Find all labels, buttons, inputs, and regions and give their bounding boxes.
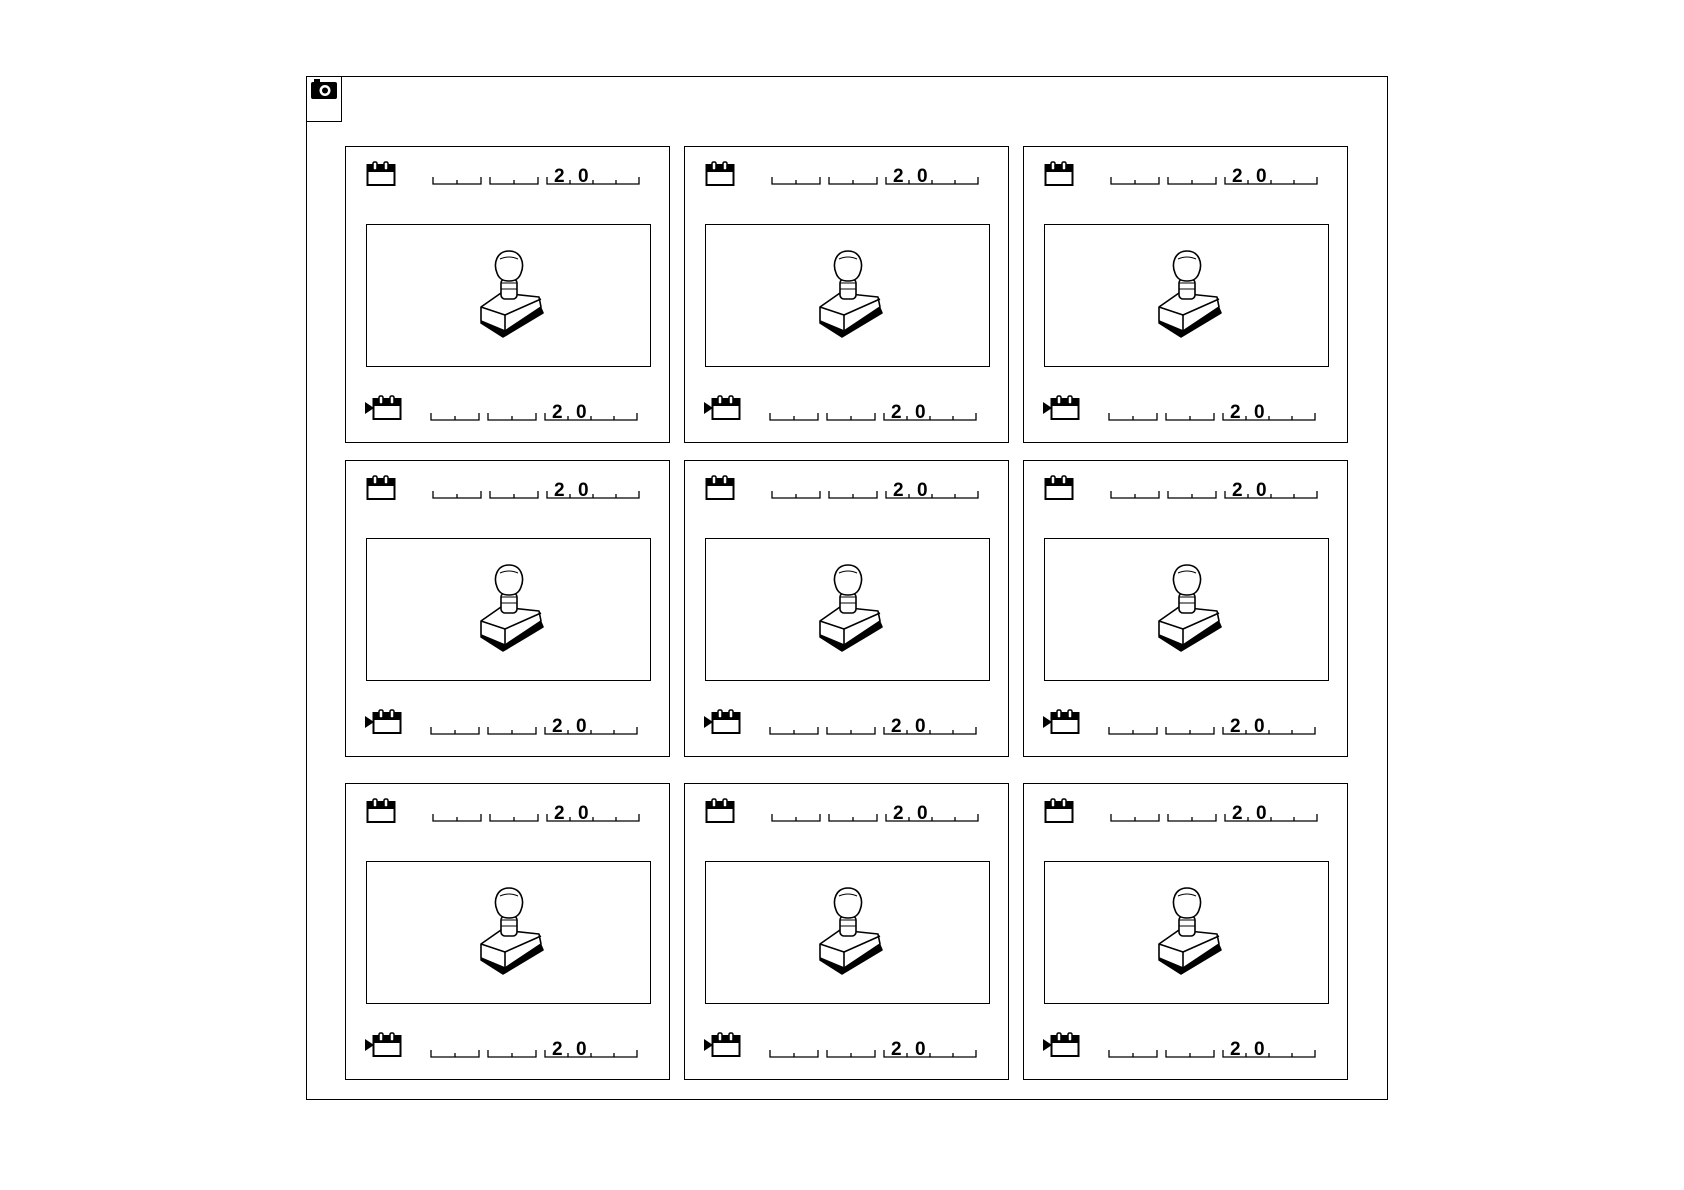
- date-field-ticks: [769, 401, 979, 423]
- calendar-icon: [705, 161, 735, 187]
- date-field-ticks: [430, 715, 640, 737]
- photo-area: [705, 538, 990, 681]
- camera-icon: [310, 78, 338, 100]
- date-field-ticks: [430, 1038, 640, 1060]
- calendar-icon: [366, 798, 396, 824]
- calendar-play-icon: [703, 395, 743, 421]
- bottom-date-digit-2: 2: [552, 402, 563, 423]
- top-date-line[interactable]: [771, 165, 981, 185]
- photo-area: [366, 224, 651, 367]
- rubber-stamp-icon: [1155, 886, 1225, 982]
- calendar-icon: [366, 161, 396, 187]
- top-date-line[interactable]: [1110, 165, 1320, 185]
- date-field-ticks: [432, 802, 642, 824]
- top-date-digit-2: 2: [554, 803, 565, 824]
- date-field-ticks: [432, 165, 642, 187]
- bottom-date-digit-2: 2: [891, 1039, 902, 1060]
- rubber-stamp-icon: [477, 249, 547, 345]
- top-date-digit-2: 2: [1232, 166, 1243, 187]
- top-date-digit-2: 2: [554, 166, 565, 187]
- calendar-icon: [1044, 475, 1074, 501]
- date-stamp-card: [1023, 146, 1348, 443]
- bottom-date-line[interactable]: [769, 401, 979, 421]
- top-date-digit-0: 0: [578, 803, 589, 824]
- top-date-digit-0: 0: [578, 480, 589, 501]
- bottom-date-digit-0: 0: [915, 402, 926, 423]
- photo-area: [366, 861, 651, 1004]
- bottom-date-digit-2: 2: [552, 716, 563, 737]
- calendar-play-icon: [364, 709, 404, 735]
- top-date-digit-0: 0: [917, 166, 928, 187]
- calendar-icon: [705, 475, 735, 501]
- top-date-digit-2: 2: [893, 803, 904, 824]
- bottom-date-digit-2: 2: [891, 716, 902, 737]
- date-field-ticks: [771, 165, 981, 187]
- top-date-digit-0: 0: [917, 803, 928, 824]
- top-date-line[interactable]: [432, 479, 642, 499]
- bottom-date-digit-2: 2: [1230, 716, 1241, 737]
- date-field-ticks: [1108, 715, 1318, 737]
- bottom-date-line[interactable]: [1108, 401, 1318, 421]
- date-field-ticks: [769, 1038, 979, 1060]
- bottom-date-digit-0: 0: [915, 716, 926, 737]
- bottom-date-digit-2: 2: [1230, 1039, 1241, 1060]
- bottom-date-digit-0: 0: [915, 1039, 926, 1060]
- date-stamp-card: [684, 146, 1009, 443]
- bottom-date-line[interactable]: [1108, 715, 1318, 735]
- top-date-line[interactable]: [432, 165, 642, 185]
- date-field-ticks: [769, 715, 979, 737]
- date-stamp-card: [345, 460, 670, 757]
- calendar-play-icon: [1042, 1032, 1082, 1058]
- date-stamp-card: [1023, 460, 1348, 757]
- date-field-ticks: [771, 479, 981, 501]
- top-date-line[interactable]: [771, 479, 981, 499]
- top-date-line[interactable]: [1110, 802, 1320, 822]
- top-date-line[interactable]: [771, 802, 981, 822]
- date-field-ticks: [1108, 401, 1318, 423]
- date-stamp-card: [345, 783, 670, 1080]
- rubber-stamp-icon: [477, 563, 547, 659]
- calendar-play-icon: [703, 709, 743, 735]
- date-field-ticks: [1110, 479, 1320, 501]
- rubber-stamp-icon: [816, 886, 886, 982]
- date-stamp-card: [345, 146, 670, 443]
- bottom-date-digit-0: 0: [1254, 716, 1265, 737]
- bottom-date-line[interactable]: [430, 401, 640, 421]
- top-date-digit-2: 2: [893, 166, 904, 187]
- photo-area: [1044, 861, 1329, 1004]
- calendar-icon: [1044, 798, 1074, 824]
- photo-area: [1044, 224, 1329, 367]
- top-date-digit-2: 2: [554, 480, 565, 501]
- top-date-digit-2: 2: [1232, 803, 1243, 824]
- bottom-date-digit-0: 0: [576, 402, 587, 423]
- calendar-icon: [366, 475, 396, 501]
- date-stamp-card: [1023, 783, 1348, 1080]
- top-date-digit-2: 2: [1232, 480, 1243, 501]
- date-stamp-card: [684, 783, 1009, 1080]
- rubber-stamp-icon: [816, 249, 886, 345]
- top-date-digit-2: 2: [893, 480, 904, 501]
- bottom-date-line[interactable]: [430, 1038, 640, 1058]
- bottom-date-digit-0: 0: [576, 716, 587, 737]
- calendar-icon: [1044, 161, 1074, 187]
- bottom-date-digit-0: 0: [1254, 1039, 1265, 1060]
- date-field-ticks: [771, 802, 981, 824]
- bottom-date-line[interactable]: [430, 715, 640, 735]
- photo-area: [1044, 538, 1329, 681]
- top-date-digit-0: 0: [1256, 480, 1267, 501]
- calendar-play-icon: [1042, 709, 1082, 735]
- date-field-ticks: [430, 401, 640, 423]
- top-date-line[interactable]: [1110, 479, 1320, 499]
- calendar-icon: [705, 798, 735, 824]
- bottom-date-line[interactable]: [769, 715, 979, 735]
- calendar-play-icon: [703, 1032, 743, 1058]
- top-date-line[interactable]: [432, 802, 642, 822]
- date-field-ticks: [1110, 165, 1320, 187]
- top-date-digit-0: 0: [1256, 166, 1267, 187]
- date-field-ticks: [1108, 1038, 1318, 1060]
- bottom-date-digit-2: 2: [1230, 402, 1241, 423]
- calendar-play-icon: [364, 395, 404, 421]
- bottom-date-digit-2: 2: [891, 402, 902, 423]
- photo-area: [705, 861, 990, 1004]
- bottom-date-line[interactable]: [769, 1038, 979, 1058]
- top-date-digit-0: 0: [1256, 803, 1267, 824]
- rubber-stamp-icon: [1155, 563, 1225, 659]
- date-field-ticks: [1110, 802, 1320, 824]
- top-date-digit-0: 0: [917, 480, 928, 501]
- rubber-stamp-icon: [1155, 249, 1225, 345]
- rubber-stamp-icon: [477, 886, 547, 982]
- calendar-play-icon: [1042, 395, 1082, 421]
- bottom-date-digit-0: 0: [576, 1039, 587, 1060]
- photo-area: [366, 538, 651, 681]
- calendar-play-icon: [364, 1032, 404, 1058]
- date-field-ticks: [432, 479, 642, 501]
- bottom-date-digit-2: 2: [552, 1039, 563, 1060]
- date-stamp-card: [684, 460, 1009, 757]
- photo-area: [705, 224, 990, 367]
- top-date-digit-0: 0: [578, 166, 589, 187]
- rubber-stamp-icon: [816, 563, 886, 659]
- bottom-date-line[interactable]: [1108, 1038, 1318, 1058]
- bottom-date-digit-0: 0: [1254, 402, 1265, 423]
